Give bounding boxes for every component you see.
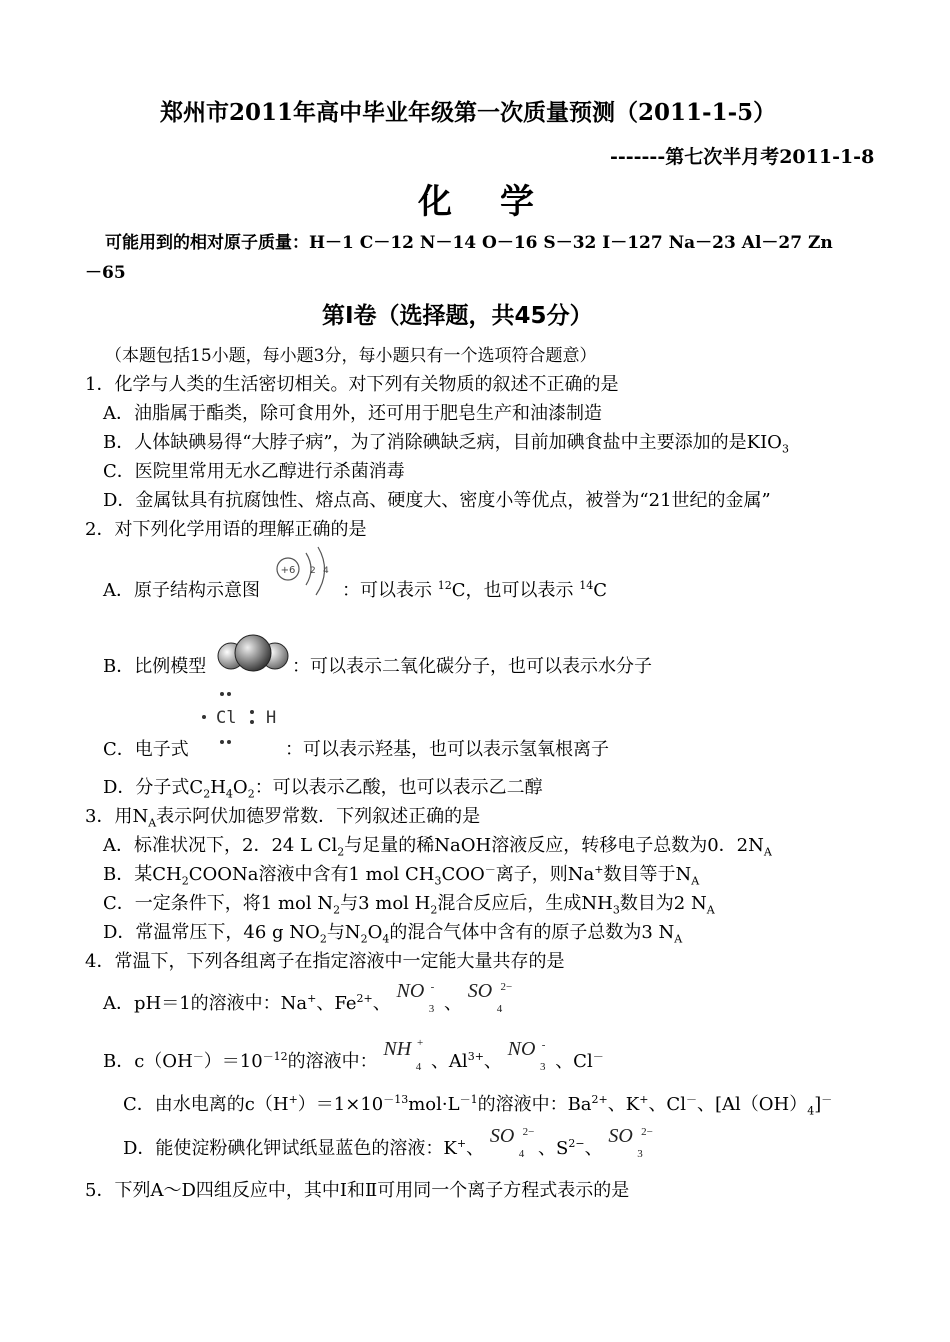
q2-option-c-text: ：可以表示羟基，也可以表示氢氧根离子 — [285, 739, 609, 760]
q1-stem: 1．化学与人类的生活密切相关。对下列有关物质的叙述不正确的是 — [85, 374, 619, 395]
q5-stem: 5．下列A～D四组反应中，其中Ⅰ和Ⅱ可用同一个离子方程式表示的是 — [85, 1180, 630, 1201]
q3-option-c: C．一定条件下，将1 mol $N_2$与3 mol $H_2$混合反应后，生成$NH_3$数目为2 $N_A$ — [103, 893, 715, 917]
q4-option-a: A．pH＝1的溶液中：Na+、$Fe^{2+}$、 NO 3 - 、 SO 4 2− — [103, 980, 513, 1015]
chlorine-symbol: Cl — [216, 708, 237, 728]
atomic-masses-line2: －65 — [85, 263, 126, 283]
atomic-masses-line1: 可能用到的相对原子质量：H－1 C－12 N－14 O－16 S－32 I－127 Na－23 Al－27 Zn — [105, 233, 833, 253]
exam-title: 郑州市2011年高中毕业年级第一次质量预测（2011-1-5） — [160, 99, 777, 126]
nucleus-charge: +6 — [280, 565, 296, 576]
atomic-structure-diagram — [272, 545, 338, 603]
q2-option-b-label: B．比例模型 — [103, 656, 207, 677]
central-atom — [235, 635, 271, 671]
hydrogen-symbol: H — [266, 708, 277, 728]
q2-option-b-text: ：可以表示二氧化碳分子，也可以表示水分子 — [292, 656, 652, 677]
q3-option-b: B．某$CH_2COONa$溶液中含有1 mol $CH_3COO^-$离子，则Na+数目等于$N_A$ — [103, 863, 700, 888]
q1-option-b: B．人体缺碘易得“大脖子病”，为了消除碘缺乏病，目前加碘食盐中主要添加的是$KIO_3$ — [103, 432, 789, 456]
sulfate-ion-formula: SO 4 2− — [489, 1125, 535, 1160]
subject-title: 化学 — [418, 182, 582, 222]
q3-option-a: A．标准状况下，2．24 L $Cl_2$与足量的稀NaOH溶液反应，转移电子总数为0．$2N_A$ — [103, 835, 772, 859]
q1-option-a: A．油脂属于酯类，除可食用外，还可用于肥皂生产和油漆制造 — [103, 403, 602, 424]
q2-option-a-text: ：可以表示 $^{12}$C，也可以表示 $^{14}$C — [342, 579, 608, 601]
q1-option-d: D．金属钛具有抗腐蚀性、熔点高、硬度大、密度小等优点，被誉为“21世纪的金属” — [103, 490, 771, 511]
q4-option-d: D．能使淀粉碘化钾试纸显蓝色的溶液：K+、 SO 4 2− 、$S^{2-}$、 SO 3 2− — [123, 1125, 653, 1160]
q2-option-d: D．分子式$C_2H_4O_2$：可以表示乙酸，也可以表示乙二醇 — [103, 777, 543, 801]
electron-formula-diagram — [192, 686, 292, 750]
section-note: （本题包括15小题，每小题3分，每小题只有一个选项符合题意） — [105, 346, 597, 366]
sulfate-ion-formula: SO 4 2− — [467, 980, 513, 1015]
exam-subtitle: -------第七次半月考2011-1-8 — [610, 146, 875, 168]
shell-1-electrons: 2 — [310, 566, 316, 576]
nitrate-ion-formula: NO 3 - — [507, 1038, 546, 1073]
q3-stem: 3．用$N_A$表示阿伏加德罗常数．下列叙述正确的是 — [85, 806, 481, 830]
q2-stem: 2．对下列化学用语的理解正确的是 — [85, 519, 367, 540]
q2-option-c-label: C．电子式 — [103, 739, 189, 760]
space-filling-model-diagram — [214, 632, 292, 674]
ammonium-ion-formula: NH 4 + — [383, 1037, 424, 1073]
q2-option-a-label: A．原子结构示意图 — [103, 580, 260, 601]
section-title: 第Ⅰ卷（选择题，共45分） — [322, 303, 593, 329]
q1-option-c: C．医院里常用无水乙醇进行杀菌消毒 — [103, 461, 405, 482]
sulfite-ion-formula: SO 3 2− — [608, 1125, 653, 1160]
nitrate-ion-formula: NO 3 - — [396, 980, 435, 1015]
q4-option-c: C．由水电离的$c(H^+)=1\times 10^{-13}mol\cdot L^{-1}$的溶液中：$Ba^{2+}$、K+、Cl－、$[Al(OH)_4]^-$ — [123, 1093, 833, 1118]
q4-stem: 4．常温下，下列各组离子在指定溶液中一定能大量共存的是 — [85, 951, 565, 972]
q3-option-d: D．常温常压下，46 g $NO_2$与$N_2O_4$的混合气体中含有的原子总数为3 $N_A$ — [103, 922, 683, 946]
q4-option-b: B．$c(OH^-)=10^{-12}$的溶液中： NH 4 + 、$Al^{3+}$、 NO 3 - 、Cl－ — [103, 1037, 604, 1073]
shell-2-electrons: 4 — [323, 566, 329, 576]
